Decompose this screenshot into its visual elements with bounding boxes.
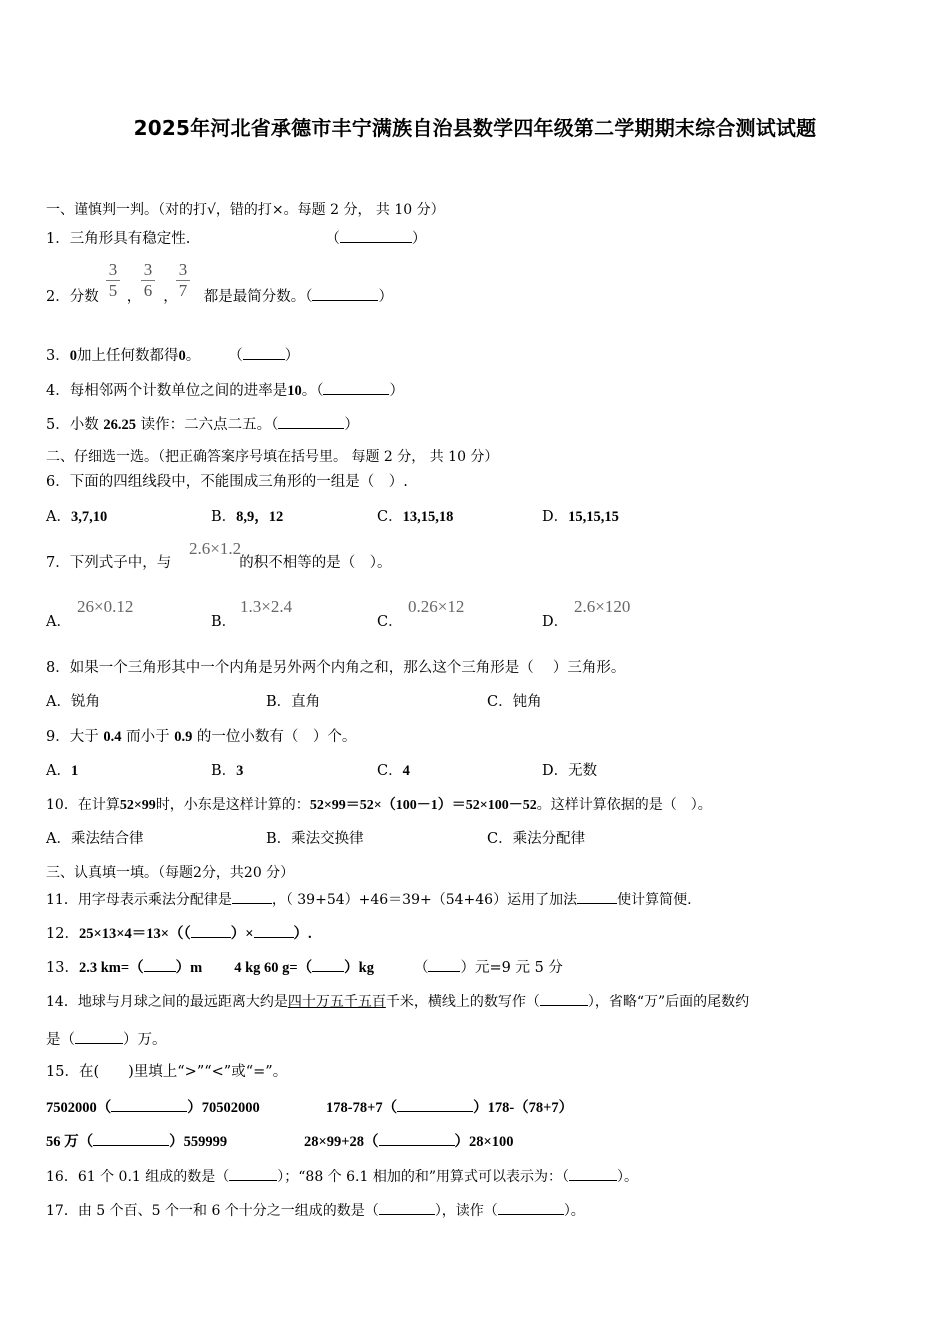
question-11: 11．用字母表示乘法分配律是 ，（ 39+54）+46＝39+（54+46）运用了加法 使计算简便. — [46, 888, 692, 910]
question-16: 16．61 个 0.1 组成的数是（ ）；“88 个 6.1 相加的和”用算式可以表示为：（ ）。 — [46, 1165, 638, 1187]
option-b: B． — [211, 614, 237, 630]
page-title: 2025年河北省承德市丰宁满族自治县数学四年级第二学期期末综合测试试题 — [133, 116, 817, 140]
answer-blank — [111, 1096, 187, 1112]
answer-blank — [191, 922, 231, 938]
question-3: 3．0加上任何数都得0。 （ ） — [46, 344, 299, 366]
option-c-expression: 0.26×12 — [408, 597, 465, 616]
question-4: 4．每相邻两个计数单位之间的进率是10。（ ） — [46, 379, 404, 401]
option-a: A． — [46, 614, 71, 630]
answer-blank — [397, 1096, 473, 1112]
answer-blank — [379, 1130, 455, 1146]
question-17: 17．由 5 个百、5 个一和 6 个十分之一组成的数是（ ），读作（ ）。 — [46, 1199, 585, 1221]
question-text: 三角形具有稳定性. — [69, 231, 191, 247]
option-c: C．4 — [377, 763, 410, 779]
question-8: 8．如果一个三角形其中一个内角是另外两个内角之和，那么这个三角形是（ ）三角形。 — [46, 660, 626, 676]
underlined-number: 四十万五千五百 — [287, 994, 386, 1010]
answer-blank — [229, 1165, 277, 1181]
answer-blank — [254, 922, 294, 938]
answer-blank — [243, 344, 285, 360]
question-2: 2．分数 ， ， 都是最简分数。（ ） — [46, 285, 393, 307]
option-d: D．无数 — [542, 763, 598, 779]
compare-row-2-right: 28×99+28（ ）28×100 — [304, 1130, 514, 1152]
answer-blank — [323, 379, 389, 395]
option-a: A．3,7,10 — [46, 509, 108, 525]
option-a: A．乘法结合律 — [46, 831, 144, 847]
question-15: 15．在( )里填上“>”“<”或“=”。 — [46, 1064, 288, 1080]
answer-blank — [93, 1130, 169, 1146]
compare-row-1-right: 178-78+7（ ）178-（78+7） — [326, 1096, 573, 1118]
option-a: A．1 — [46, 763, 79, 779]
answer-blank — [428, 956, 460, 972]
compare-row-1: 7502000（ ）70502000 — [46, 1096, 260, 1118]
question-10: 10．在计算52×99时，小东是这样计算的：52×99＝52×（100－1）＝52×100－52。这样计算依据的是（ ）。 — [46, 797, 712, 813]
answer-blank — [340, 227, 412, 243]
option-c: C．乘法分配律 — [487, 831, 586, 847]
question-9: 9．大于 0.4 而小于 0.9 的一位小数有（ ）个。 — [46, 729, 357, 745]
answer-blank — [569, 1165, 617, 1181]
answer-blank — [312, 956, 344, 972]
option-a: A．锐角 — [46, 694, 100, 710]
section-1-heading: 一、谨慎判一判。（对的打√，错的打×。每题 2 分， 共 10 分） — [46, 202, 445, 218]
answer-blank — [75, 1028, 123, 1044]
answer-blank — [379, 1199, 435, 1215]
question-14: 14．地球与月球之间的最远距离大约是四十万五千五百千米，横线上的数写作（ ），省略“万”后面的尾数约 — [46, 990, 749, 1012]
question-7: 7．下列式子中，与 的积不相等的是（ ）。 — [46, 555, 392, 571]
question-13: 13．2.3 km=（ ）m 4 kg 60 g=（ ）kg （ ）元=9 元 5 分 — [46, 956, 563, 978]
fraction-3-5: $\frac{3}{5}$ — [106, 260, 120, 301]
option-d: D． — [542, 614, 569, 630]
option-c: C．钝角 — [487, 694, 542, 710]
option-b: B．乘法交换律 — [266, 831, 364, 847]
answer-blank — [577, 888, 617, 904]
section-2-heading: 二、仔细选一选。（把正确答案序号填在括号里。 每题 2 分， 共 10 分） — [46, 449, 499, 465]
option-b: B．8,9，12 — [211, 509, 284, 525]
question-5: 5．小数 26.25 读作：二六点二五。（ ） — [46, 413, 359, 435]
question-6: 6．下面的四组线段中，不能围成三角形的一组是（ ）. — [46, 474, 408, 490]
answer-blank — [540, 990, 588, 1006]
fraction-3-6: $\frac{3}{6}$ — [141, 260, 155, 301]
option-b: B．直角 — [266, 694, 321, 710]
option-b-expression: 1.3×2.4 — [240, 597, 293, 616]
fraction-3-7: $\frac{3}{7}$ — [176, 260, 190, 301]
question-1: 1．三角形具有稳定性. （ ） — [46, 227, 426, 249]
option-d-expression: 2.6×120 — [574, 597, 631, 616]
option-c: C． — [377, 614, 403, 630]
option-d: D．15,15,15 — [542, 509, 619, 525]
answer-blank — [278, 413, 344, 429]
answer-blank — [312, 285, 378, 301]
option-b: B．3 — [211, 763, 244, 779]
question-12: 12．25×13×4＝13×（（ ）× ）. — [46, 922, 312, 944]
option-a-expression: 26×0.12 — [77, 597, 134, 616]
answer-blank — [144, 956, 176, 972]
answer-blank — [232, 888, 272, 904]
question-14-line2: 是（ ）万。 — [46, 1028, 167, 1050]
compare-row-2: 56 万（ ）559999 — [46, 1130, 227, 1152]
answer-blank — [498, 1199, 564, 1215]
section-3-heading: 三、认真填一填。（每题2分，共20 分） — [46, 865, 295, 881]
expression-image: 2.6×1.2 — [189, 539, 242, 558]
option-c: C．13,15,18 — [377, 509, 454, 525]
question-number: 1． — [46, 231, 70, 247]
